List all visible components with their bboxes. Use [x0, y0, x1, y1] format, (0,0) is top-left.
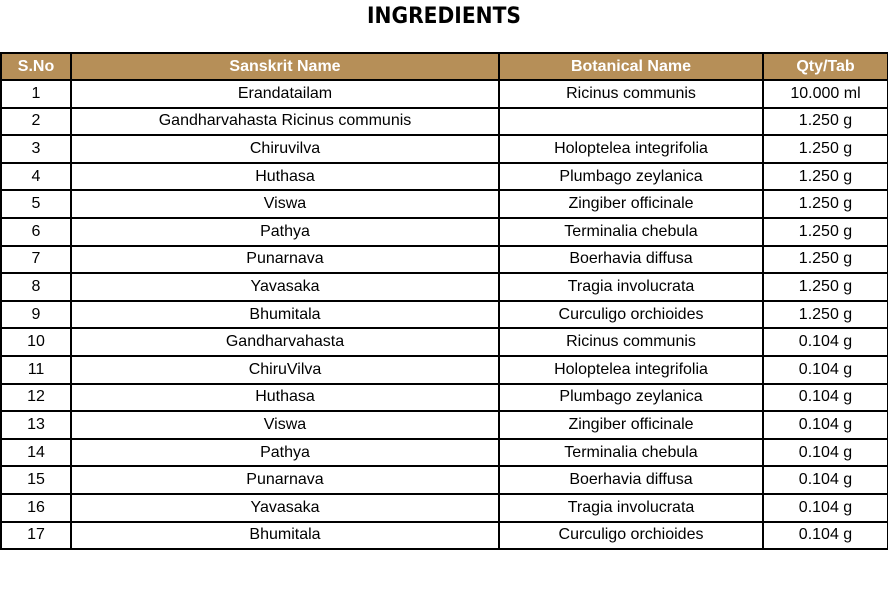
cell-sno: 10	[1, 328, 71, 356]
cell-sanskrit-name: Erandatailam	[71, 80, 499, 108]
cell-qty: 1.250 g	[763, 273, 888, 301]
cell-qty: 10.000 ml	[763, 80, 888, 108]
cell-botanical-name: Plumbago zeylanica	[499, 163, 763, 191]
cell-qty: 1.250 g	[763, 163, 888, 191]
table-row	[1, 466, 888, 494]
cell-sno: 9	[1, 301, 71, 329]
cell-sno: 6	[1, 218, 71, 246]
cell-sno: 12	[1, 384, 71, 412]
table-row	[1, 163, 888, 191]
cell-qty: 1.250 g	[763, 301, 888, 329]
cell-botanical-name: Zingiber officinale	[499, 190, 763, 218]
cell-sanskrit-name: ChiruVilva	[71, 356, 499, 384]
cell-botanical-name: Ricinus communis	[499, 328, 763, 356]
table-row	[1, 190, 888, 218]
cell-sanskrit-name: Pathya	[71, 218, 499, 246]
table-row	[1, 108, 888, 136]
cell-sanskrit-name: Bhumitala	[71, 522, 499, 550]
cell-sno: 11	[1, 356, 71, 384]
cell-botanical-name: Holoptelea integrifolia	[499, 356, 763, 384]
table-row	[1, 218, 888, 246]
cell-sanskrit-name: Chiruvilva	[71, 135, 499, 163]
cell-sno: 17	[1, 522, 71, 550]
page-title: INGREDIENTS	[367, 4, 521, 29]
cell-qty: 0.104 g	[763, 411, 888, 439]
cell-sanskrit-name: Bhumitala	[71, 301, 499, 329]
header-botanical-name: Botanical Name	[499, 53, 763, 80]
cell-sno: 4	[1, 163, 71, 191]
cell-qty: 1.250 g	[763, 218, 888, 246]
cell-botanical-name: Holoptelea integrifolia	[499, 135, 763, 163]
cell-qty: 0.104 g	[763, 384, 888, 412]
cell-sno: 2	[1, 108, 71, 136]
cell-botanical-name: Curculigo orchioides	[499, 522, 763, 550]
table-row	[1, 135, 888, 163]
cell-qty: 0.104 g	[763, 439, 888, 467]
ingredients-table	[0, 52, 888, 550]
table-header-row	[1, 53, 888, 80]
cell-sno: 8	[1, 273, 71, 301]
cell-sanskrit-name: Pathya	[71, 439, 499, 467]
table-row	[1, 328, 888, 356]
cell-sanskrit-name: Viswa	[71, 190, 499, 218]
table-row	[1, 80, 888, 108]
cell-botanical-name: Ricinus communis	[499, 80, 763, 108]
cell-sno: 1	[1, 80, 71, 108]
cell-botanical-name: Boerhavia diffusa	[499, 466, 763, 494]
cell-qty: 1.250 g	[763, 190, 888, 218]
cell-qty: 1.250 g	[763, 135, 888, 163]
cell-sno: 14	[1, 439, 71, 467]
cell-qty: 0.104 g	[763, 328, 888, 356]
cell-botanical-name: Tragia involucrata	[499, 494, 763, 522]
table-row	[1, 384, 888, 412]
cell-sanskrit-name: Huthasa	[71, 163, 499, 191]
table-row	[1, 522, 888, 550]
cell-botanical-name: Terminalia chebula	[499, 439, 763, 467]
cell-botanical-name: Tragia involucrata	[499, 273, 763, 301]
cell-sno: 15	[1, 466, 71, 494]
cell-qty: 0.104 g	[763, 494, 888, 522]
cell-sno: 7	[1, 246, 71, 274]
cell-sanskrit-name: Huthasa	[71, 384, 499, 412]
cell-botanical-name: Boerhavia diffusa	[499, 246, 763, 274]
header-qty-per-tab: Qty/Tab	[763, 53, 888, 80]
table-row	[1, 246, 888, 274]
cell-botanical-name	[499, 108, 763, 136]
cell-qty: 0.104 g	[763, 356, 888, 384]
table-row	[1, 411, 888, 439]
cell-sanskrit-name: Gandharvahasta Ricinus communis	[71, 108, 499, 136]
table-row	[1, 356, 888, 384]
cell-botanical-name: Curculigo orchioides	[499, 301, 763, 329]
cell-sanskrit-name: Viswa	[71, 411, 499, 439]
cell-sanskrit-name: Gandharvahasta	[71, 328, 499, 356]
table-row	[1, 273, 888, 301]
cell-qty: 1.250 g	[763, 246, 888, 274]
cell-sanskrit-name: Yavasaka	[71, 494, 499, 522]
cell-botanical-name: Terminalia chebula	[499, 218, 763, 246]
cell-sanskrit-name: Punarnava	[71, 466, 499, 494]
cell-sno: 5	[1, 190, 71, 218]
cell-qty: 1.250 g	[763, 108, 888, 136]
table-row	[1, 439, 888, 467]
table-row	[1, 494, 888, 522]
cell-sno: 3	[1, 135, 71, 163]
cell-sanskrit-name: Punarnava	[71, 246, 499, 274]
header-sno: S.No	[1, 53, 71, 80]
header-sanskrit-name: Sanskrit Name	[71, 53, 499, 80]
cell-qty: 0.104 g	[763, 522, 888, 550]
cell-botanical-name: Plumbago zeylanica	[499, 384, 763, 412]
cell-sno: 16	[1, 494, 71, 522]
cell-sno: 13	[1, 411, 71, 439]
cell-qty: 0.104 g	[763, 466, 888, 494]
cell-botanical-name: Zingiber officinale	[499, 411, 763, 439]
table-row	[1, 301, 888, 329]
cell-sanskrit-name: Yavasaka	[71, 273, 499, 301]
